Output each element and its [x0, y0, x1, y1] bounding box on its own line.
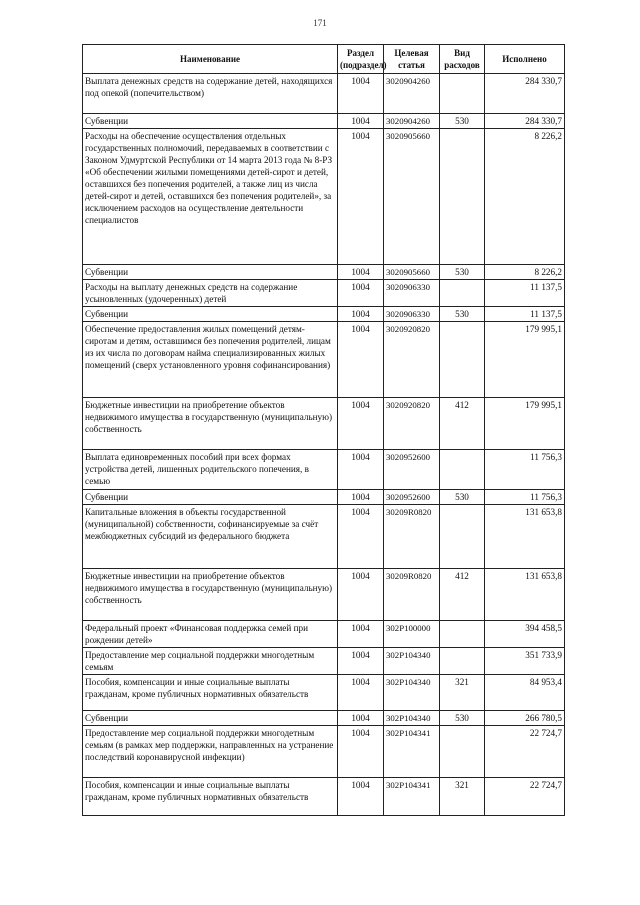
- cell-article: 3020905660: [384, 129, 440, 265]
- cell-value: 284 330,7: [485, 114, 565, 129]
- cell-value: 11 756,3: [485, 490, 565, 505]
- cell-name: Субвенции: [83, 265, 338, 280]
- cell-value: 11 756,3: [485, 450, 565, 490]
- cell-kind: [440, 505, 485, 569]
- cell-article: 3020906330: [384, 280, 440, 307]
- cell-name: Субвенции: [83, 114, 338, 129]
- table-row: [83, 322, 565, 398]
- cell-article: 302P104340: [384, 675, 440, 711]
- cell-section: 1004: [338, 129, 384, 265]
- cell-kind: 412: [440, 569, 485, 621]
- cell-section: 1004: [338, 726, 384, 778]
- cell-kind: 530: [440, 711, 485, 726]
- cell-name: Расходы на выплату денежных средств на содержание усыновленных (удочеренных) детей: [83, 280, 338, 307]
- cell-value: 22 724,7: [485, 778, 565, 816]
- cell-name: Выплата денежных средств на содержание детей, находящихся под опекой (попечительством): [83, 74, 338, 114]
- cell-article: 302P104340: [384, 711, 440, 726]
- cell-section: 1004: [338, 322, 384, 398]
- table-row: [83, 114, 565, 129]
- table-row: [83, 675, 565, 711]
- cell-article: 3020904260: [384, 74, 440, 114]
- cell-article: 302P100000: [384, 621, 440, 648]
- cell-value: 179 995,1: [485, 398, 565, 450]
- cell-value: 8 226,2: [485, 129, 565, 265]
- cell-kind: 412: [440, 398, 485, 450]
- cell-value: 11 137,5: [485, 280, 565, 307]
- cell-value: 131 653,8: [485, 505, 565, 569]
- cell-value: 179 995,1: [485, 322, 565, 398]
- table-row: [83, 129, 565, 265]
- cell-section: 1004: [338, 114, 384, 129]
- cell-name: Предоставление мер социальной поддержки многодетным семьям: [83, 648, 338, 675]
- cell-section: 1004: [338, 648, 384, 675]
- cell-value: 11 137,5: [485, 307, 565, 322]
- table-row: [83, 726, 565, 778]
- page-number: 171: [313, 18, 327, 28]
- cell-article: 3020920820: [384, 398, 440, 450]
- table-row: [83, 307, 565, 322]
- cell-name: Расходы на обеспечение осуществления отдельных государственных полномочий, передаваемых в соответствии с Законом Удмуртской Республики от 14 марта 2013 года № 8-РЗ «Об обеспечении жилыми помещениями детей-сирот и детей, оставшихся без попечения родителей, а также лиц из числа детей-сирот и детей, оставшихся без попечения родителей», за исключением расходов на осуществление деятельности специалистов: [83, 129, 338, 265]
- cell-name: Бюджетные инвестиции на приобретение объектов недвижимого имущества в государственную (муниципальную) собственность: [83, 569, 338, 621]
- cell-article: 3020952600: [384, 490, 440, 505]
- table-row: [83, 711, 565, 726]
- table-row: [83, 778, 565, 816]
- cell-kind: [440, 726, 485, 778]
- header-section: Раздел (подраздел): [338, 45, 384, 74]
- cell-article: 30209R0820: [384, 505, 440, 569]
- cell-article: 30209R0820: [384, 569, 440, 621]
- cell-article: 302P104341: [384, 726, 440, 778]
- header-kind: Вид расходов: [440, 45, 485, 74]
- cell-kind: [440, 129, 485, 265]
- cell-value: 22 724,7: [485, 726, 565, 778]
- cell-kind: [440, 280, 485, 307]
- cell-name: Бюджетные инвестиции на приобретение объектов недвижимого имущества в государственную (муниципальную) собственность: [83, 398, 338, 450]
- cell-kind: 321: [440, 675, 485, 711]
- cell-section: 1004: [338, 490, 384, 505]
- cell-section: 1004: [338, 569, 384, 621]
- cell-section: 1004: [338, 450, 384, 490]
- cell-article: 3020906330: [384, 307, 440, 322]
- cell-name: Субвенции: [83, 307, 338, 322]
- cell-value: 131 653,8: [485, 569, 565, 621]
- cell-section: 1004: [338, 307, 384, 322]
- cell-kind: [440, 648, 485, 675]
- cell-name: Обеспечение предоставления жилых помещений детям-сиротам и детям, оставшимся без попечения родителей, лицам из их числа по договорам найма специализированных жилых помещений (сверх установленного уровня софинансирования): [83, 322, 338, 398]
- table-row: [83, 490, 565, 505]
- cell-name: Выплата единовременных пособий при всех формах устройства детей, лишенных родительского попечения, в семью: [83, 450, 338, 490]
- cell-kind: [440, 74, 485, 114]
- cell-section: 1004: [338, 265, 384, 280]
- cell-article: 302P104341: [384, 778, 440, 816]
- table-row: [83, 280, 565, 307]
- cell-article: 3020905660: [384, 265, 440, 280]
- cell-name: Предоставление мер социальной поддержки многодетным семьям (в рамках мер поддержки, направленных на устранение последствий коронавирусной инфекции): [83, 726, 338, 778]
- cell-name: Субвенции: [83, 711, 338, 726]
- cell-value: 266 780,5: [485, 711, 565, 726]
- cell-kind: [440, 322, 485, 398]
- table-row: [83, 450, 565, 490]
- cell-section: 1004: [338, 621, 384, 648]
- cell-article: 302P104340: [384, 648, 440, 675]
- cell-value: 394 458,5: [485, 621, 565, 648]
- cell-section: 1004: [338, 74, 384, 114]
- cell-kind: 530: [440, 114, 485, 129]
- cell-value: 284 330,7: [485, 74, 565, 114]
- cell-value: 351 733,9: [485, 648, 565, 675]
- table-row: [83, 74, 565, 114]
- budget-table: [82, 44, 565, 816]
- cell-kind: 530: [440, 307, 485, 322]
- cell-value: 8 226,2: [485, 265, 565, 280]
- cell-section: 1004: [338, 280, 384, 307]
- cell-name: Субвенции: [83, 490, 338, 505]
- table-body: [83, 74, 565, 816]
- table-row: [83, 569, 565, 621]
- cell-section: 1004: [338, 675, 384, 711]
- header-article: Целевая статья: [384, 45, 440, 74]
- table-row: [83, 648, 565, 675]
- table-header: [83, 45, 565, 74]
- cell-section: 1004: [338, 778, 384, 816]
- cell-name: Пособия, компенсации и иные социальные выплаты гражданам, кроме публичных нормативных обязательств: [83, 675, 338, 711]
- table-row: [83, 621, 565, 648]
- table-row: [83, 265, 565, 280]
- cell-article: 3020904260: [384, 114, 440, 129]
- cell-name: Федеральный проект «Финансовая поддержка семей при рождении детей»: [83, 621, 338, 648]
- table-row: [83, 505, 565, 569]
- cell-kind: 530: [440, 265, 485, 280]
- cell-section: 1004: [338, 398, 384, 450]
- header-value: Исполнено: [485, 45, 565, 74]
- cell-kind: [440, 450, 485, 490]
- cell-kind: 530: [440, 490, 485, 505]
- header-name: Наименование: [83, 45, 338, 74]
- cell-section: 1004: [338, 711, 384, 726]
- cell-article: 3020952600: [384, 450, 440, 490]
- cell-kind: 321: [440, 778, 485, 816]
- cell-name: Капитальные вложения в объекты государственной (муниципальной) собственности, софинансируемые за счёт межбюджетных субсидий из федерального бюджета: [83, 505, 338, 569]
- cell-kind: [440, 621, 485, 648]
- cell-article: 3020920820: [384, 322, 440, 398]
- cell-value: 84 953,4: [485, 675, 565, 711]
- cell-section: 1004: [338, 505, 384, 569]
- table-row: [83, 398, 565, 450]
- cell-name: Пособия, компенсации и иные социальные выплаты гражданам, кроме публичных нормативных обязательств: [83, 778, 338, 816]
